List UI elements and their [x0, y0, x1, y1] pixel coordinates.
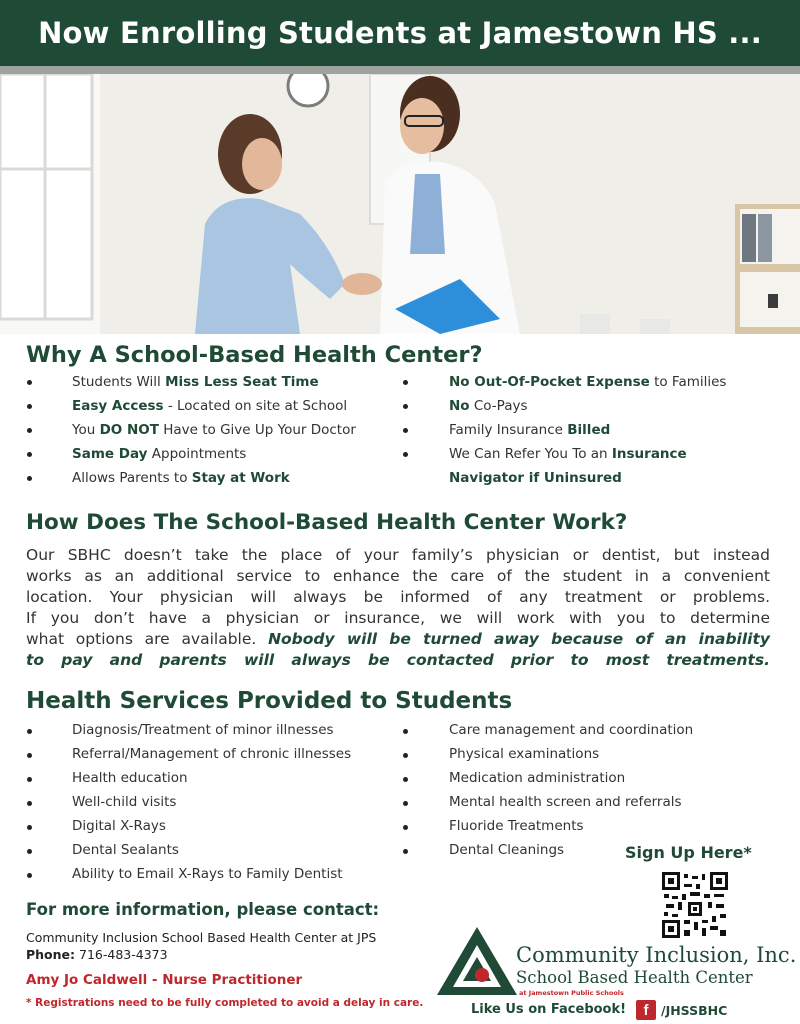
contact-person: Amy Jo Caldwell - Nurse Practitioner: [26, 972, 303, 988]
banner-stripe: [0, 66, 800, 74]
list-item: No Co-Pays: [449, 398, 528, 414]
list-item: We Can Refer You To an Insurance: [449, 446, 687, 462]
list-item-continuation: Navigator if Uninsured: [449, 470, 622, 486]
list-item: Students Will Miss Less Seat Time: [72, 374, 319, 390]
list-item: Physical examinations: [449, 746, 600, 762]
list-item: Care management and coordination: [449, 722, 694, 738]
bullet: [403, 428, 408, 433]
bullet: [27, 873, 32, 878]
facebook-handle[interactable]: /JHSSBHC: [661, 1003, 728, 1018]
how-line-3: location. Your physician will always be informed of any treatment or problems.: [26, 588, 770, 606]
bullet: [27, 428, 32, 433]
list-item: Easy Access - Located on site at School: [72, 398, 348, 414]
list-item: Digital X-Rays: [72, 818, 166, 834]
how-line-1: Our SBHC doesn’t take the place of your family’s physician or dentist, but instead: [26, 546, 770, 564]
bullet: [27, 404, 32, 409]
facebook-icon[interactable]: f: [636, 1000, 656, 1020]
bullet: [403, 404, 408, 409]
list-item: Diagnosis/Treatment of minor illnesses: [72, 722, 334, 738]
bullet: [27, 801, 32, 806]
bullet: [27, 476, 32, 481]
bullet: [403, 452, 408, 457]
list-item: Allows Parents to Stay at Work: [72, 470, 290, 486]
list-item: Mental health screen and referrals: [449, 794, 682, 810]
how-line-6: to pay and parents will always be contacted prior to most treatments.: [26, 651, 770, 669]
bullet: [403, 825, 408, 830]
list-item: Ability to Email X-Rays to Family Dentist: [72, 866, 343, 882]
bullet: [27, 753, 32, 758]
services-heading: Health Services Provided to Students: [26, 688, 513, 714]
why-heading: Why A School-Based Health Center?: [26, 342, 483, 368]
how-line-5: what options are available. Nobody will be turned away because of an inability: [26, 630, 770, 648]
bullet: [403, 801, 408, 806]
bullet: [27, 452, 32, 457]
bullet: [403, 849, 408, 854]
contact-phone: Phone: 716-483-4373: [26, 947, 168, 962]
bullet: [403, 753, 408, 758]
bullet: [403, 380, 408, 385]
contact-org: Community Inclusion School Based Health Center at JPS: [26, 930, 377, 945]
bullet: [27, 729, 32, 734]
list-item: Same Day Appointments: [72, 446, 247, 462]
list-item: You DO NOT Have to Give Up Your Doctor: [72, 422, 356, 438]
bullet: [27, 825, 32, 830]
contact-title: For more information, please contact:: [26, 900, 380, 919]
bullet: [27, 777, 32, 782]
how-line-4: If you don’t have a physician or insurance, we will work with you to determine: [26, 609, 770, 627]
bullet: [27, 849, 32, 854]
list-item: Health education: [72, 770, 188, 786]
how-heading: How Does The School-Based Health Center Work?: [26, 510, 628, 535]
signup-label: Sign Up Here*: [625, 843, 752, 862]
bullet: [403, 729, 408, 734]
logo-subtitle: School Based Health Center: [516, 968, 753, 987]
how-line-2: works as an additional service to enhance the care of the student in a convenient: [26, 567, 770, 585]
list-item: Well-child visits: [72, 794, 177, 810]
list-item: Family Insurance Billed: [449, 422, 611, 438]
list-item: Medication administration: [449, 770, 626, 786]
hero-photo: [0, 74, 800, 334]
registration-note: * Registrations need to be fully completed to avoid a delay in care.: [26, 997, 424, 1009]
logo-tagline: at Jamestown Public Schools: [519, 989, 624, 997]
facebook-label: Like Us on Facebook!: [471, 1002, 627, 1017]
list-item: Referral/Management of chronic illnesses: [72, 746, 352, 762]
list-item: Dental Sealants: [72, 842, 179, 858]
list-item: No Out-Of-Pocket Expense to Families: [449, 374, 727, 390]
bullet: [403, 777, 408, 782]
list-item: Fluoride Treatments: [449, 818, 584, 834]
list-item: Dental Cleanings: [449, 842, 565, 858]
page-banner-title: Now Enrolling Students at Jamestown HS ...: [0, 0, 800, 66]
logo-name: Community Inclusion, Inc.: [516, 943, 797, 967]
bullet: [27, 380, 32, 385]
